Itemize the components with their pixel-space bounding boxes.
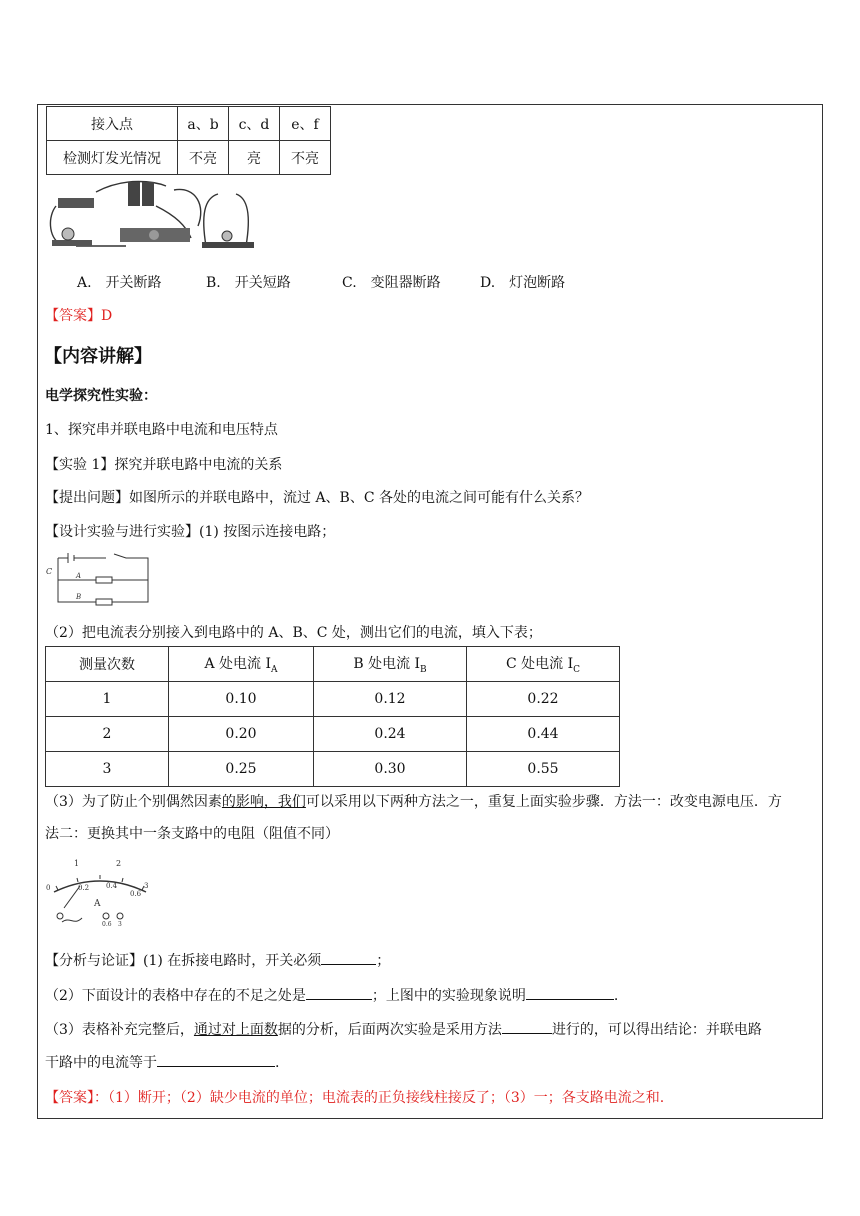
table-row: 3 0.25 0.30 0.55 xyxy=(46,752,620,787)
paragraph: 1、探究串并联电路中电流和电压特点 xyxy=(45,422,278,438)
tick-0-6: 0.6 xyxy=(130,890,142,898)
paragraph: （2）把电流表分别接入到电路中的 A、B、C 处，测出它们的电流，填入下表； xyxy=(45,625,542,641)
paragraph: 法二：更换其中一条支路中的电阻（阻值不同） xyxy=(45,826,339,842)
tick-0-2: 0.2 xyxy=(78,884,90,892)
paragraph: 【设计实验与进行实验】(1) 按图示连接电路； xyxy=(45,524,336,540)
table-header-row: 测量次数 A 处电流 $I_A$ B 处电流 $I_B$ C 处电流 $I_C$ xyxy=(46,647,620,682)
section-title: 【内容讲解】 xyxy=(44,346,152,367)
question-2: （2）下面设计的表格中存在的不足之处是 ；上图中的实验现象说明 . xyxy=(45,985,618,1005)
label-c: C xyxy=(46,567,53,576)
blank xyxy=(321,950,376,965)
answer-1: 【答案】D xyxy=(45,308,113,324)
question-1: 【分析与论证】(1) 在拆接电路时，开关必须 ； xyxy=(45,950,390,970)
apparatus-figure xyxy=(46,176,266,254)
terminal-0-6: 0.6 xyxy=(102,921,112,926)
question-3: （3）表格补充完整后，通过对上面数据的分析，后面两次实验是采用方法 进行的，可以得出结论：并联电路 xyxy=(45,1019,762,1039)
tick-1: 1 xyxy=(74,859,80,868)
option-a: A. 开关断路 xyxy=(77,275,162,291)
paragraph: 【提出问题】如图所示的并联电路中，流过 A、B、C 各处的电流之间可能有什么关系？ xyxy=(45,490,590,506)
ammeter-figure xyxy=(44,856,160,926)
terminal-3: 3 xyxy=(118,921,122,926)
label-b: B xyxy=(76,593,82,601)
table-row: 检测灯发光情况 不亮 亮 不亮 xyxy=(47,141,331,175)
table-row: 接入点 a、b c、d e、f xyxy=(47,107,331,141)
label-a: A xyxy=(76,572,82,580)
option-c: C. 变阻器断路 xyxy=(342,275,441,291)
table-row: 2 0.20 0.24 0.44 xyxy=(46,717,620,752)
table-row: 1 0.10 0.12 0.22 xyxy=(46,682,620,717)
tick-0-4: 0.4 xyxy=(106,882,118,890)
question-3-line-2: 干路中的电流等于 . xyxy=(45,1052,279,1072)
blank xyxy=(306,985,372,1000)
paragraph: （3）为了防止个别偶然因素的影响，我们可以采用以下两种方法之一，重复上面实验步骤．方法一：改变电源电压．方 xyxy=(45,794,782,810)
tick-3: 3 xyxy=(144,882,149,890)
subheading: 电学探究性实验： xyxy=(45,388,157,404)
blank xyxy=(157,1052,275,1067)
current-table xyxy=(45,646,620,787)
paragraph: 【实验 1】探究并联电路中电流的关系 xyxy=(45,457,283,473)
option-d: D. 灯泡断路 xyxy=(480,275,566,291)
answer-2: 【答案】：（1）断开；（2）缺少电流的单位；电流表的正负接线柱接反了；（3）一；各支路电流之和. xyxy=(45,1090,665,1106)
detection-table xyxy=(46,106,331,175)
option-b: B. 开关短路 xyxy=(206,275,291,291)
tick-2: 2 xyxy=(116,859,122,868)
tick-0: 0 xyxy=(46,884,51,892)
parallel-circuit-diagram xyxy=(44,552,154,608)
meter-unit: A xyxy=(94,899,101,909)
blank xyxy=(502,1019,552,1034)
blank xyxy=(526,985,614,1000)
